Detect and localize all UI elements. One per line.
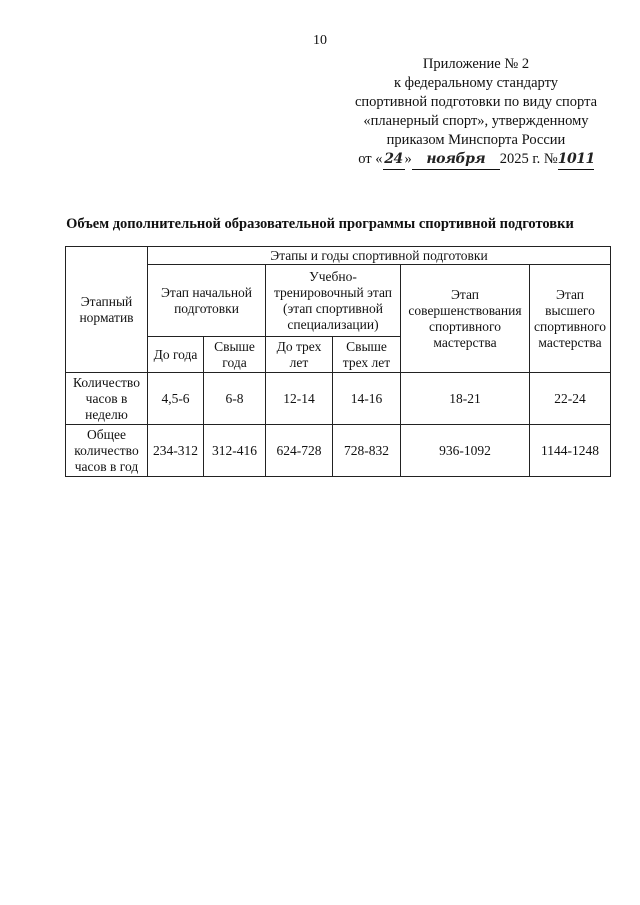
value-cell: 6-8 bbox=[204, 373, 266, 425]
row-label-cell: Количество часов в неделю bbox=[66, 373, 148, 425]
subheader-cell: До трех лет bbox=[266, 337, 333, 373]
value-cell: 4,5-6 bbox=[148, 373, 204, 425]
value-cell: 1144-1248 bbox=[530, 425, 611, 477]
subheader-cell: До года bbox=[148, 337, 204, 373]
date-prefix: от « bbox=[358, 151, 383, 167]
appendix-line: к федеральному стандарту bbox=[394, 75, 558, 91]
value-cell: 18-21 bbox=[401, 373, 530, 425]
stage-initial-header: Этап начальной подготовки bbox=[148, 265, 266, 337]
row-label-cell: Общее количество часов в год bbox=[66, 425, 148, 477]
table-row bbox=[66, 425, 611, 477]
table-row bbox=[66, 373, 611, 425]
handwritten-day: 24 bbox=[383, 150, 405, 170]
value-cell: 936-1092 bbox=[401, 425, 530, 477]
stage-improvement-header: Этап совершенствования спортивного мастерства bbox=[401, 265, 530, 373]
value-cell: 312-416 bbox=[204, 425, 266, 477]
handwritten-order-number: 1011 bbox=[558, 150, 594, 170]
stage-training-header: Учебно-тренировочный этап (этап спортивной специализации) bbox=[266, 265, 401, 337]
value-cell: 22-24 bbox=[530, 373, 611, 425]
value-cell: 234-312 bbox=[148, 425, 204, 477]
appendix-line: приказом Минспорта России bbox=[386, 132, 566, 148]
group-header-cell: Этапы и годы спортивной подготовки bbox=[148, 247, 611, 265]
value-cell: 624-728 bbox=[266, 425, 333, 477]
appendix-line: спортивной подготовки по виду спорта bbox=[354, 94, 598, 110]
page-number: 10 bbox=[313, 33, 327, 48]
document-title: Объем дополнительной образовательной программы спортивной подготовки bbox=[66, 216, 574, 232]
program-volume-table bbox=[65, 246, 611, 477]
subheader-cell: Свыше трех лет bbox=[333, 337, 401, 373]
appendix-block bbox=[340, 55, 612, 170]
row-header-cell: Этапный норматив bbox=[66, 247, 148, 373]
subheader-cell: Свыше года bbox=[204, 337, 266, 373]
date-quote-close: » bbox=[404, 151, 412, 167]
handwritten-month: ноября bbox=[412, 150, 500, 170]
order-date-line bbox=[340, 150, 612, 170]
appendix-line: «планерный спорт», утвержденному bbox=[363, 113, 589, 129]
stage-highest-header: Этап высшего спортивного мастерства bbox=[530, 265, 611, 373]
date-year: 2025 г. № bbox=[499, 151, 558, 167]
value-cell: 14-16 bbox=[333, 373, 401, 425]
value-cell: 12-14 bbox=[266, 373, 333, 425]
value-cell: 728-832 bbox=[333, 425, 401, 477]
appendix-line: Приложение № 2 bbox=[422, 56, 530, 72]
